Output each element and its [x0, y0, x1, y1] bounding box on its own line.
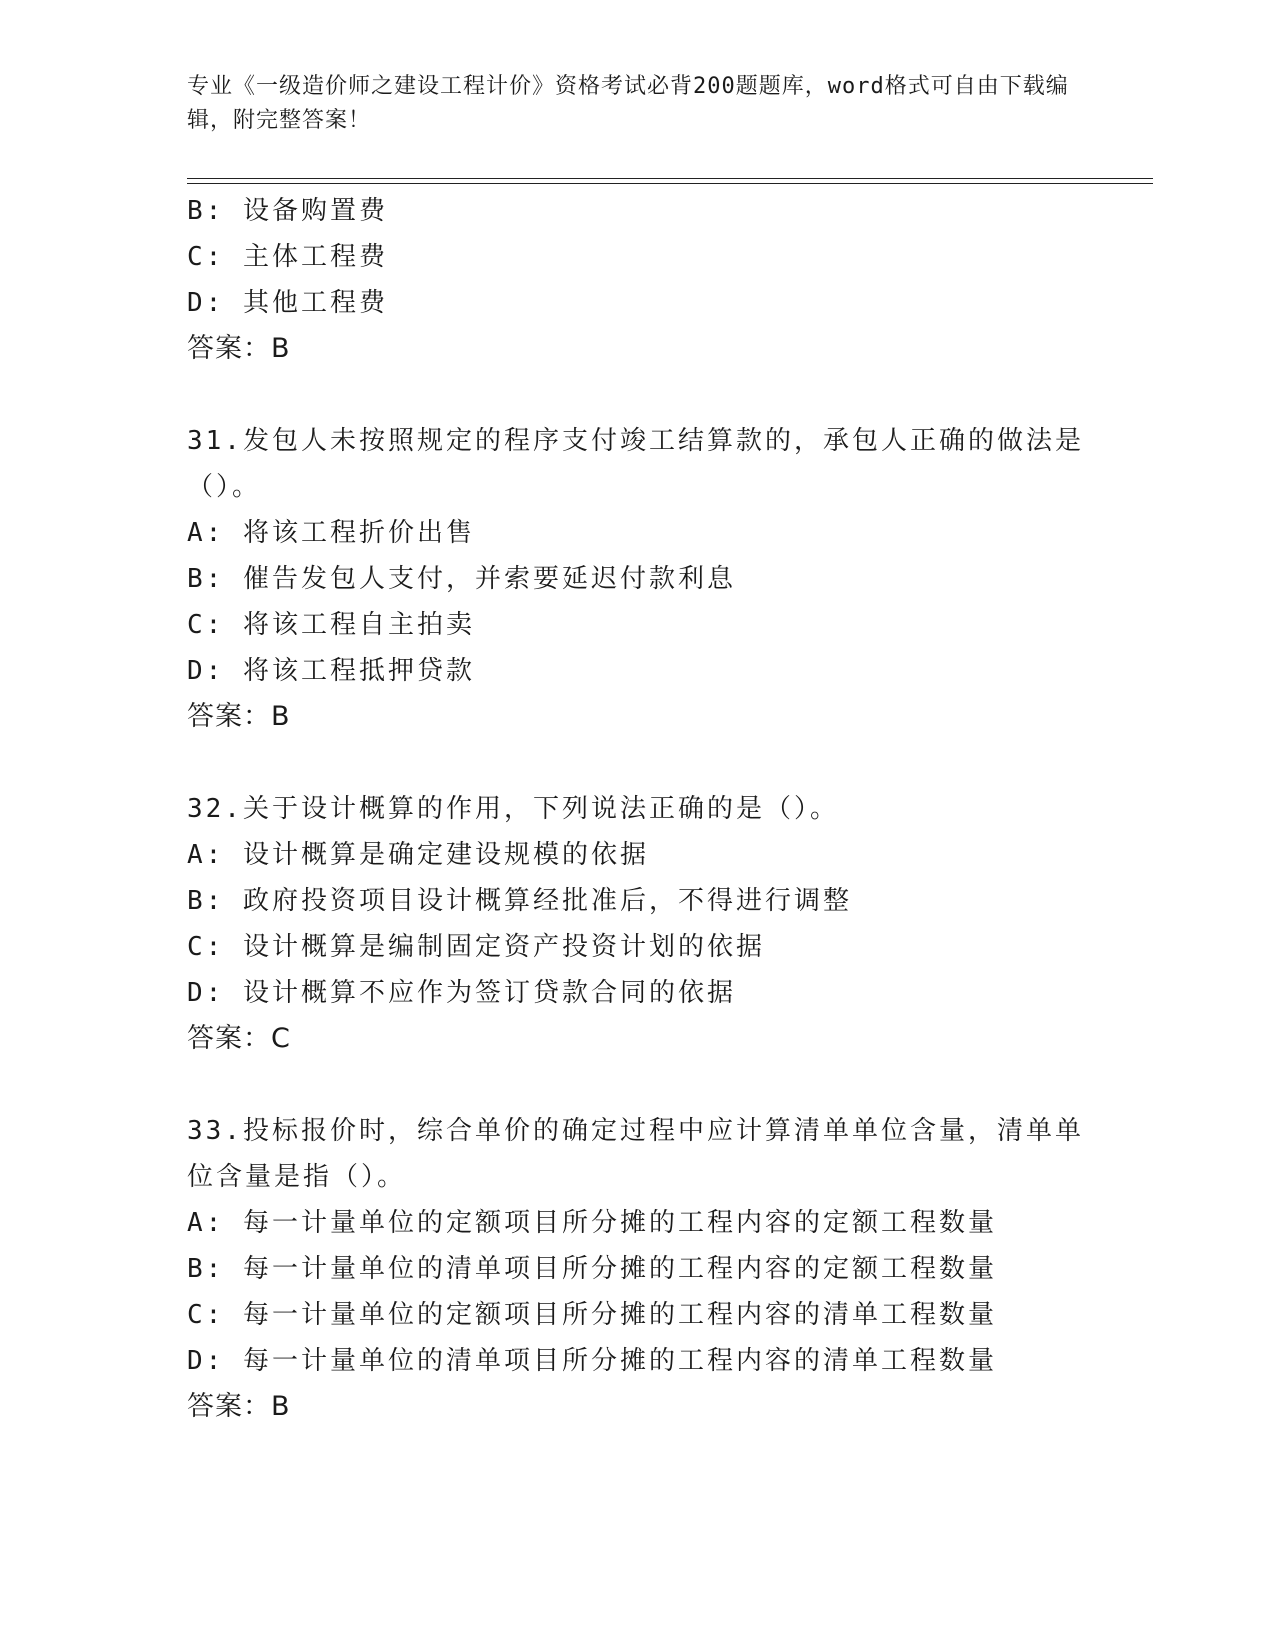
spacer	[187, 372, 1087, 418]
question-content	[187, 188, 1087, 1430]
question-stem: 31.发包人未按照规定的程序支付竣工结算款的，承包人正确的做法是（）。	[187, 426, 1084, 502]
option-c: C: 将该工程自主拍卖	[187, 610, 475, 640]
question-31	[187, 418, 1087, 740]
option-b: B: 政府投资项目设计概算经批准后，不得进行调整	[187, 886, 852, 916]
question-32	[187, 786, 1087, 1062]
option-b: B: 设备购置费	[187, 196, 388, 226]
option-d: D: 设计概算不应作为签订贷款合同的依据	[187, 978, 736, 1008]
option-d: D: 其他工程费	[187, 288, 388, 318]
question-stem: 33.投标报价时，综合单价的确定过程中应计算清单单位含量，清单单位含量是指（）。	[187, 1116, 1084, 1192]
question-33	[187, 1108, 1087, 1430]
answer-line: 答案：B	[187, 701, 291, 732]
option-b: B: 催告发包人支付，并索要延迟付款利息	[187, 564, 736, 594]
answer-line: 答案：B	[187, 1391, 291, 1422]
option-a: A: 设计概算是确定建设规模的依据	[187, 840, 649, 870]
question-stem: 32.关于设计概算的作用，下列说法正确的是（）。	[187, 794, 839, 824]
prev-question-block	[187, 188, 1087, 372]
document-header: 专业《一级造价师之建设工程计价》资格考试必背200题题库，word格式可自由下载编辑，附完整答案！	[187, 74, 1069, 133]
answer-line: 答案：C	[187, 1023, 291, 1054]
header-rule-bottom	[187, 183, 1153, 184]
option-c: C: 主体工程费	[187, 242, 388, 272]
option-c: C: 每一计量单位的定额项目所分摊的工程内容的清单工程数量	[187, 1300, 997, 1330]
option-b: B: 每一计量单位的清单项目所分摊的工程内容的定额工程数量	[187, 1254, 997, 1284]
option-d: D: 将该工程抵押贷款	[187, 656, 475, 686]
spacer	[187, 740, 1087, 786]
answer-line: 答案：B	[187, 333, 291, 364]
header-rule-top	[187, 178, 1153, 179]
option-d: D: 每一计量单位的清单项目所分摊的工程内容的清单工程数量	[187, 1346, 997, 1376]
option-a: A: 将该工程折价出售	[187, 518, 475, 548]
spacer	[187, 1062, 1087, 1108]
option-a: A: 每一计量单位的定额项目所分摊的工程内容的定额工程数量	[187, 1208, 997, 1238]
option-c: C: 设计概算是编制固定资产投资计划的依据	[187, 932, 765, 962]
